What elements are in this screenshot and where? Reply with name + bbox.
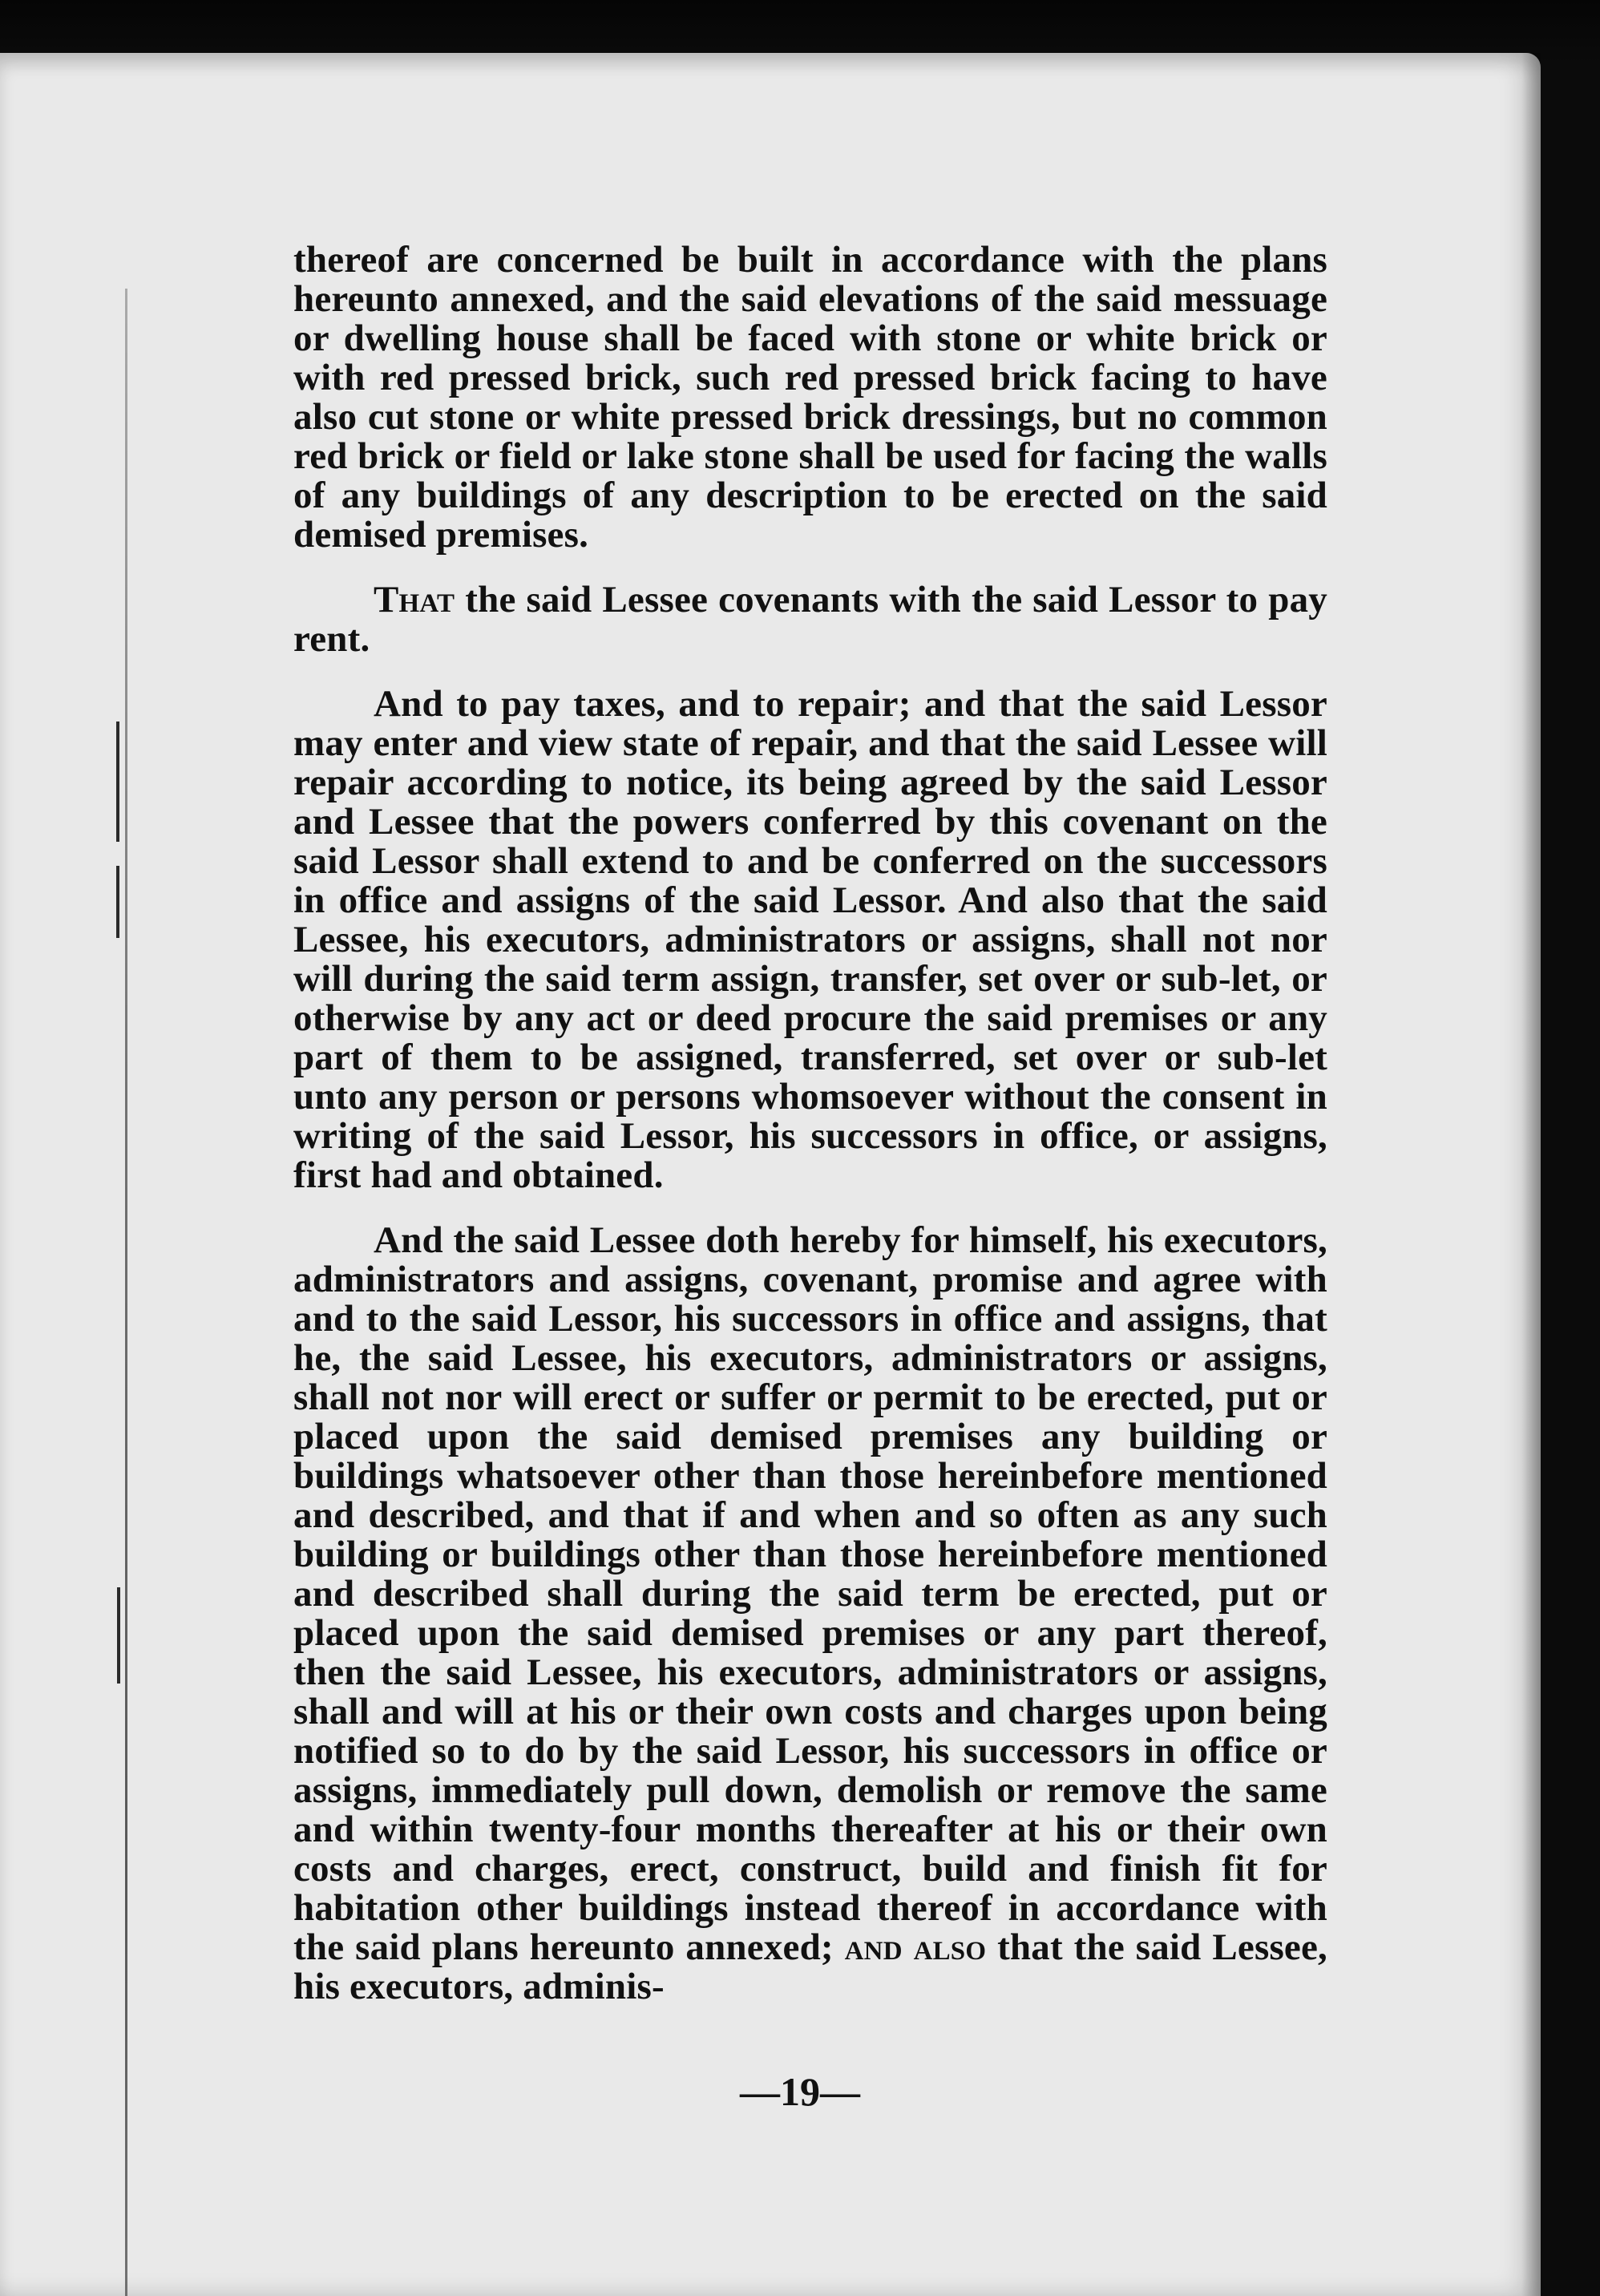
paragraph-4 — [293, 1221, 1327, 2007]
gutter-mark — [117, 1587, 120, 1684]
body-text — [293, 241, 1327, 2007]
binding-gutter-line — [125, 289, 127, 2296]
gutter-mark — [116, 866, 119, 938]
paragraph-text: And to pay taxes, and to repair; and that the said Lessor may enter and view state of repair, and that the said Lessee will repair according to notice, its being agreed by the said Lessor and Lessee that the powers conferred by this covenant on the said Lessor shall extend to and be conferred on the successors in office and assigns of the said Lessor. And also that the said Lessee, his executors, administrators or assigns, shall not nor will during the said term assign, transfer, set over or sub-let, or otherwise by any act or deed procure the said premises or any part of them to be assigned, transferred, set over or sub-let unto any person or persons whomsoever without the consent in writing of the said Lessor, his successors in office, or assigns, first had and obtained. — [293, 683, 1327, 1196]
paragraph-text: that the said Lessee, his executors, adminis- — [293, 1926, 1328, 2007]
page-number: —19— — [740, 2069, 860, 2114]
paragraph-lead: and also — [844, 1926, 987, 1968]
paragraph-lead: That — [374, 579, 455, 620]
paragraph-3 — [293, 685, 1327, 1195]
paragraph-text: the said Lessee covenants with the said Lessor to pay rent. — [293, 579, 1327, 660]
gutter-mark — [116, 722, 119, 842]
paragraph-text: thereof are concerned be built in accordance with the plans hereunto annexed, and the said elevations of the said messuage or dwelling house shall be faced with stone or white brick or with red pressed brick, such red pressed brick facing to have also cut stone or white pressed brick dressings, but no common red brick or field or lake stone shall be used for facing the walls of any buildings of any description to be erected on the said demised premises. — [293, 239, 1327, 556]
page-edge-shadow — [1521, 53, 1541, 2296]
paragraph-2 — [293, 580, 1327, 659]
paragraph-1 — [293, 241, 1327, 555]
paragraph-text: And the said Lessee doth hereby for himself, his executors, administrators and assigns, covenant, promise and agree with and to the said Lessor, his successors in office and assigns, that he, the said Lessee, his executors, administrators or assigns, shall not nor will erect or suffer or permit to be erected, put or placed upon the said demised premises any building or buildings whatsoever other than those hereinbefore mentioned and described, and that if and when and so often as any such building or buildings other than those hereinbefore mentioned and described shall during the said term be erected, put or placed upon the said demised premises or any part thereof, then the said Lessee, his executors, administrators or assigns, shall and will at his or their own costs and charges upon being notified so to do by the said Lessor, his successors in office or assigns, immediately pull down, demolish or remove the same and within twenty-four months thereafter at his or their own costs and charges, erect, construct, build and finish fit for habitation other buildings instead thereof in accordance with the said plans hereunto annexed; — [293, 1219, 1327, 1968]
